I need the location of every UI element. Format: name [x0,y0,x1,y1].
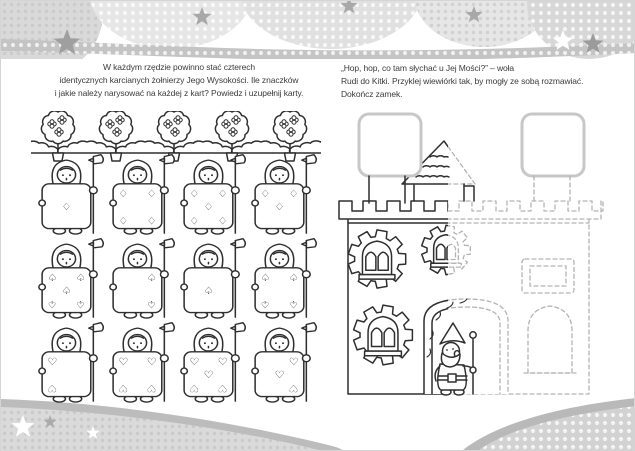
axe-head [235,323,245,332]
suit-symbol: ♢ [274,200,285,213]
axe-head [164,239,174,248]
suit-symbol: ♡ [189,382,200,395]
suit-symbol: ♡ [146,355,157,369]
tree-canopy [99,111,132,144]
suit-symbol: ♡ [47,382,58,395]
instruction-line: identycznych karcianych żołnierzy Jego Wysokości. Ile znaczków [59,74,299,85]
suit-symbol: ♤ [288,271,299,285]
suit-symbol: ♤ [146,271,157,285]
suit-symbol: ♢ [146,187,157,201]
tree-canopy [273,111,306,144]
axe-head [306,239,316,248]
castle-illustration [334,107,626,414]
suit-symbol: ♤ [61,284,72,297]
suit-symbol: ♤ [203,284,214,297]
suit-symbol: ♢ [288,187,299,201]
instruction-line: „Hop, hop, co tam słychać u Jej Mości?” – woła [341,63,515,73]
card-soldier [247,319,318,403]
tree-canopy [41,111,74,144]
instruction-line: Dokończ zamek. [341,88,403,99]
suit-symbol: ♡ [203,368,214,381]
top-border-decoration [1,1,635,59]
suit-symbol: ♡ [288,382,299,395]
suit-symbol: ♡ [118,355,129,369]
suit-symbol: ♡ [118,382,129,395]
suit-symbol: ♡ [189,355,200,369]
suit-symbol: ♢ [217,214,228,227]
suit-symbol: ♢ [203,200,214,213]
tree-canopy [157,111,190,144]
suit-symbol: ♡ [217,382,228,395]
suit-symbol: ♡ [217,355,228,369]
card-soldier [105,235,176,319]
left-page-instruction [35,61,323,100]
card-soldier [34,235,105,319]
suit-symbol: ♡ [274,368,285,381]
card-soldiers-grid [34,151,318,403]
axe-head [93,155,103,164]
card-soldier [176,235,247,319]
suit-symbol: ♡ [288,355,299,369]
suit-symbol: ♤ [288,298,299,311]
axe-head [306,155,316,164]
suit-symbol: ♢ [61,200,72,213]
suit-symbol: ♢ [217,187,228,201]
suit-symbol: ♡ [47,355,58,369]
axe-head [164,323,174,332]
axe-head [306,323,316,332]
sticker-placeholders [359,114,584,203]
suit-symbol: ♤ [260,298,271,311]
sticker-placeholder [359,114,421,176]
suit-symbol: ♤ [47,271,58,285]
axe-head [235,155,245,164]
suit-symbol: ♤ [260,271,271,285]
card-soldier [34,151,105,235]
axe-head [235,239,245,248]
suit-symbol: ♡ [146,382,157,395]
card-soldier [34,319,105,403]
tree-canopy [215,111,248,144]
suit-symbol: ♤ [146,298,157,311]
right-page-instruction [341,62,633,101]
suit-symbol: ♢ [118,187,129,201]
window-arched [528,306,572,373]
instruction-line: Rudi do Kitki. Przyklej wiewiórki tak, by mogły ze sobą rozmawiać. [341,75,584,86]
instruction-line: i jakie należy narysować na każdej z kart? Powiedz i uzupełnij karty. [54,87,304,98]
sticker-placeholder [522,114,584,176]
axe-head [93,323,103,332]
card-soldier [176,151,247,235]
suit-symbol: ♢ [189,187,200,201]
card-soldier [247,235,318,319]
card-soldier [105,151,176,235]
card-soldier [176,319,247,403]
suit-symbol: ♤ [47,298,58,311]
card-soldier [247,151,318,235]
suit-symbol: ♢ [260,187,271,201]
suit-symbol: ♤ [75,298,86,311]
suit-symbol: ♤ [75,271,86,285]
axe-head [164,155,174,164]
instruction-line: W każdym rzędzie powinno stać czterech [102,62,256,72]
suit-symbol: ♢ [146,214,157,227]
suit-symbol: ♢ [189,214,200,227]
axe-head [93,239,103,248]
suit-symbol: ♢ [118,214,129,227]
card-soldier [105,319,176,403]
